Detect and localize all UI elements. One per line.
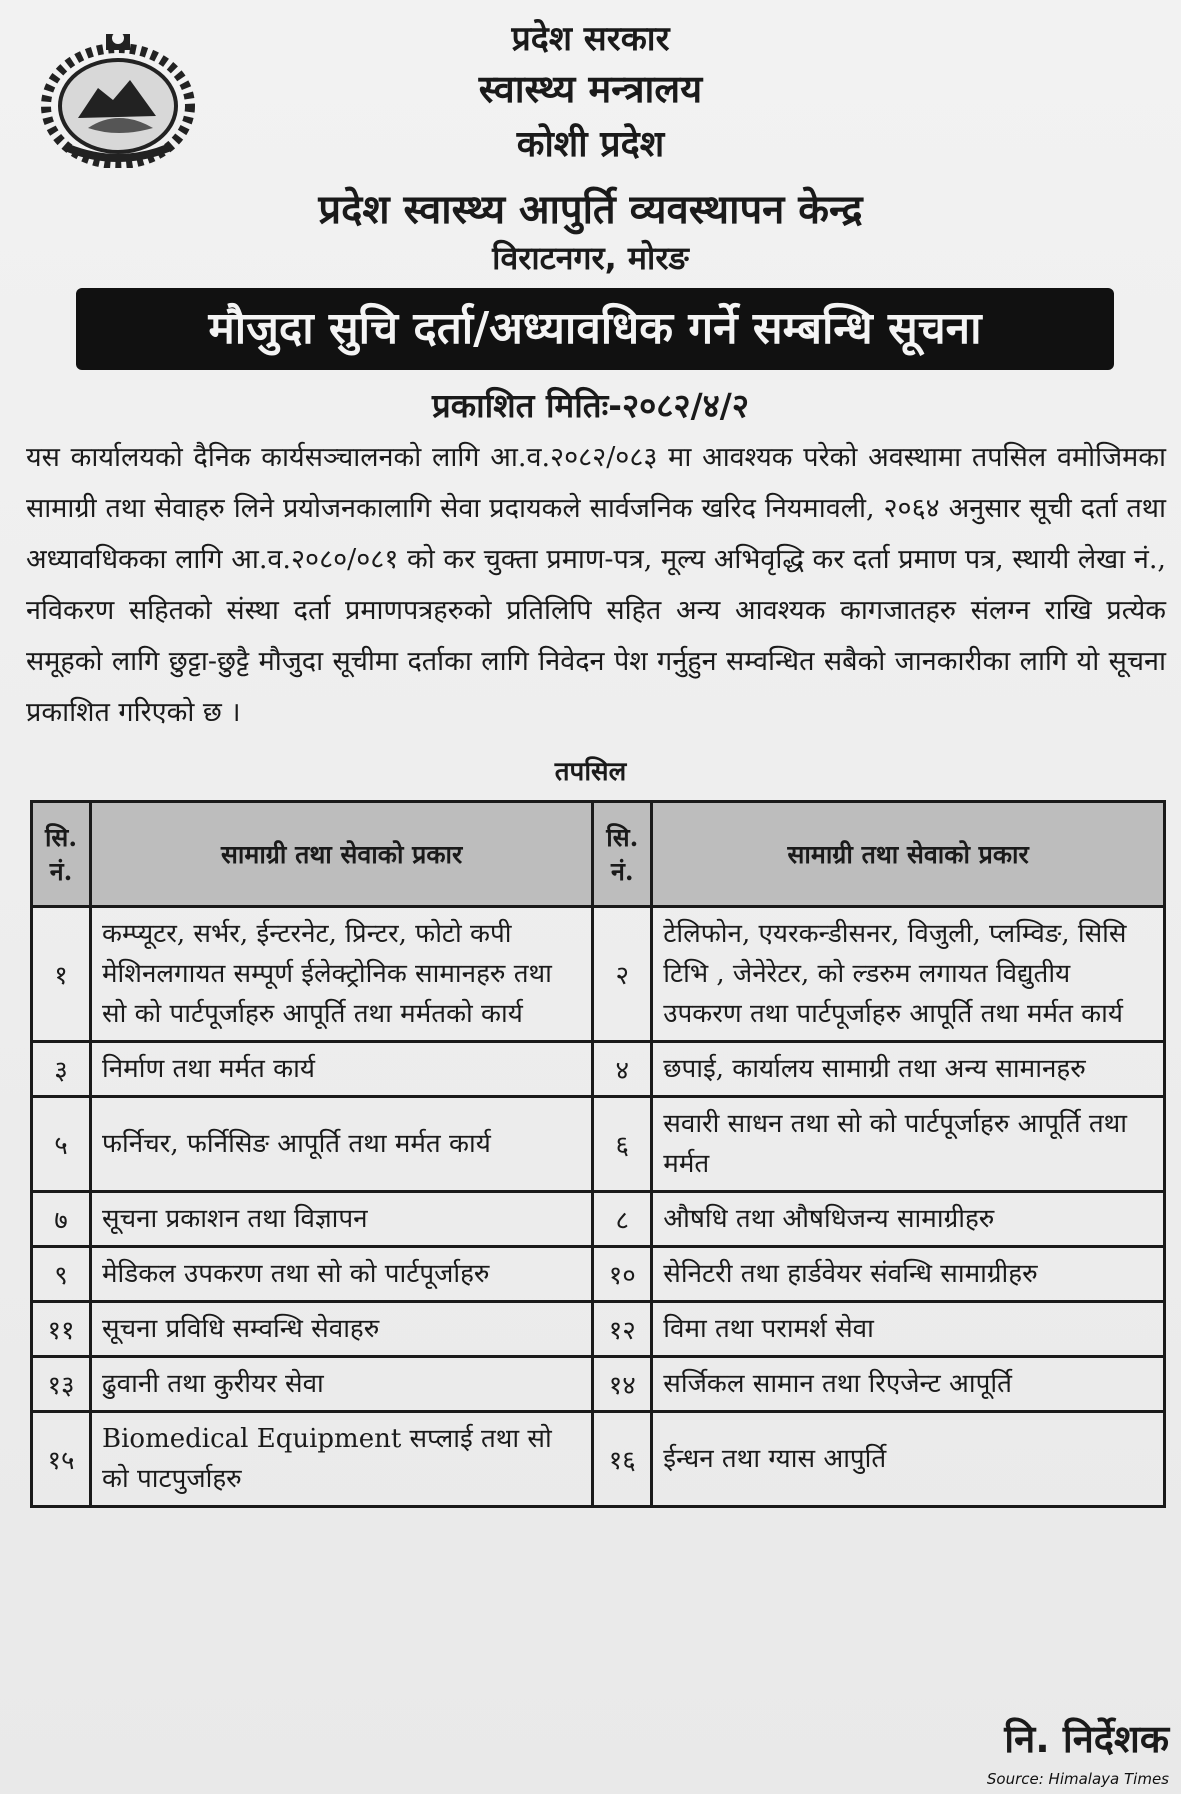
header-government: प्रदेश सरकार — [511, 19, 670, 59]
row-desc: सर्जिकल सामान तथा रिएजेन्ट आपूर्ति — [652, 1357, 1165, 1412]
row-sn: १३ — [32, 1357, 91, 1412]
notice-body: यस कार्यालयको दैनिक कार्यसञ्चालनको लागि आ.व.२०८२/०८३ मा आवश्यक परेको अवस्थामा तपसिल वमोजिमका सामाग्री तथा सेवाहरु लिने प्रयोजनकालागि सेवा प्रदायकले सार्वजनिक खरिद नियमावली, २०६४ अनुसार सूची दर्ता तथा अध्यावधिकका लागि आ.व.२०८०/०८१ को कर चुक्ता प्रमाण-पत्र, मूल्य अभिवृद्धि कर दर्ता प्रमाण पत्र, स्थायी लेखा नं., नविकरण सहितको संस्था दर्ता प्रमाणपत्रहरुको प्रतिलिपि सहित अन्य आवश्यक कागजातहरु संलग्न राखि प्रत्येक समूहको लागि छुट्टा-छुट्टै मौजुदा सूचीमा दर्ताका लागि निवेदन पेश गर्नुहुन सम्वन्धित सबैको जानकारीका लागि यो सूचना प्रकाशित गरिएको छ । — [26, 442, 1166, 728]
items-table — [30, 800, 1166, 1508]
table-row — [32, 1247, 1165, 1302]
header-sn-1: सि. नं. — [32, 802, 91, 907]
table-title: तपसिल — [554, 757, 627, 787]
row-desc: फर्निचर, फर्निसिङ आपूर्ति तथा मर्मत कार्य — [91, 1097, 593, 1192]
row-desc: सवारी साधन तथा सो को पार्टपूर्जाहरु आपूर्ति तथा मर्मत — [652, 1097, 1165, 1192]
row-sn: १० — [593, 1247, 652, 1302]
row-sn: ६ — [593, 1097, 652, 1192]
row-sn: १२ — [593, 1302, 652, 1357]
row-desc: Biomedical Equipment सप्लाई तथा सो को पाटपुर्जाहरु — [91, 1412, 593, 1507]
header-location: विराटनगर, मोरङ — [492, 239, 689, 277]
row-desc: ईन्धन तथा ग्यास आपुर्ति — [652, 1412, 1165, 1507]
row-sn: ९ — [32, 1247, 91, 1302]
header-sn-2: सि. नं. — [593, 802, 652, 907]
row-desc: टेलिफोन, एयरकन्डीसनर, विजुली, प्लम्विङ, सिसि टिभि , जेनेरेटर, को ल्डरुम लगायत विद्युतीय उपकरण तथा पार्टपूर्जाहरु आपूर्ति तथा मर्मत कार्य — [652, 907, 1165, 1042]
row-sn: ५ — [32, 1097, 91, 1192]
row-sn: १४ — [593, 1357, 652, 1412]
published-date: प्रकाशित मितिः-२०८२/४/२ — [431, 386, 750, 425]
header-type-1: सामाग्री तथा सेवाको प्रकार — [91, 802, 593, 907]
signature-title: नि. निर्देशक — [1004, 1717, 1169, 1761]
row-sn: ३ — [32, 1042, 91, 1097]
row-sn: १६ — [593, 1412, 652, 1507]
table-header-row — [32, 802, 1165, 907]
table-row — [32, 1302, 1165, 1357]
row-sn: ११ — [32, 1302, 91, 1357]
row-desc: औषधि तथा औषधिजन्य सामाग्रीहरु — [652, 1192, 1165, 1247]
table-row — [32, 907, 1165, 1042]
header-ministry: स्वास्थ्य मन्त्रालय — [478, 67, 703, 111]
notice-title-banner: मौजुदा सुचि दर्ता/अध्यावधिक गर्ने सम्बन्धि सूचना — [76, 288, 1114, 370]
row-desc: सेनिटरी तथा हार्डवेयर संवन्धि सामाग्रीहरु — [652, 1247, 1165, 1302]
table-row — [32, 1357, 1165, 1412]
row-desc: सूचना प्रकाशन तथा विज्ञापन — [91, 1192, 593, 1247]
header-type-2: सामाग्री तथा सेवाको प्रकार — [652, 802, 1165, 907]
row-sn: १५ — [32, 1412, 91, 1507]
row-desc: मेडिकल उपकरण तथा सो को पार्टपूर्जाहरु — [91, 1247, 593, 1302]
row-sn: ४ — [593, 1042, 652, 1097]
header-center: प्रदेश स्वास्थ्य आपुर्ति व्यवस्थापन केन्द्र — [318, 187, 863, 233]
row-sn: ८ — [593, 1192, 652, 1247]
row-desc: निर्माण तथा मर्मत कार्य — [91, 1042, 593, 1097]
row-desc: सूचना प्रविधि सम्वन्धि सेवाहरु — [91, 1302, 593, 1357]
row-desc: ढुवानी तथा कुरीयर सेवा — [91, 1357, 593, 1412]
table-row — [32, 1192, 1165, 1247]
table-row — [32, 1042, 1165, 1097]
row-sn: २ — [593, 907, 652, 1042]
table-row — [32, 1412, 1165, 1507]
table-row — [32, 1097, 1165, 1192]
row-desc: छपाई, कार्यालय सामाग्री तथा अन्य सामानहरु — [652, 1042, 1165, 1097]
row-sn: १ — [32, 907, 91, 1042]
header-province: कोशी प्रदेश — [516, 124, 665, 165]
row-desc: कम्प्यूटर, सर्भर, ईन्टरनेट, प्रिन्टर, फोटो कपी मेशिनलगायत सम्पूर्ण ईलेक्ट्रोनिक सामानहरु तथा सो को पार्टपूर्जाहरु आपूर्ति तथा मर्मतको कार्य — [91, 907, 593, 1042]
row-sn: ७ — [32, 1192, 91, 1247]
source-credit: Source: Himalaya Times — [986, 1770, 1169, 1788]
row-desc: विमा तथा परामर्श सेवा — [652, 1302, 1165, 1357]
